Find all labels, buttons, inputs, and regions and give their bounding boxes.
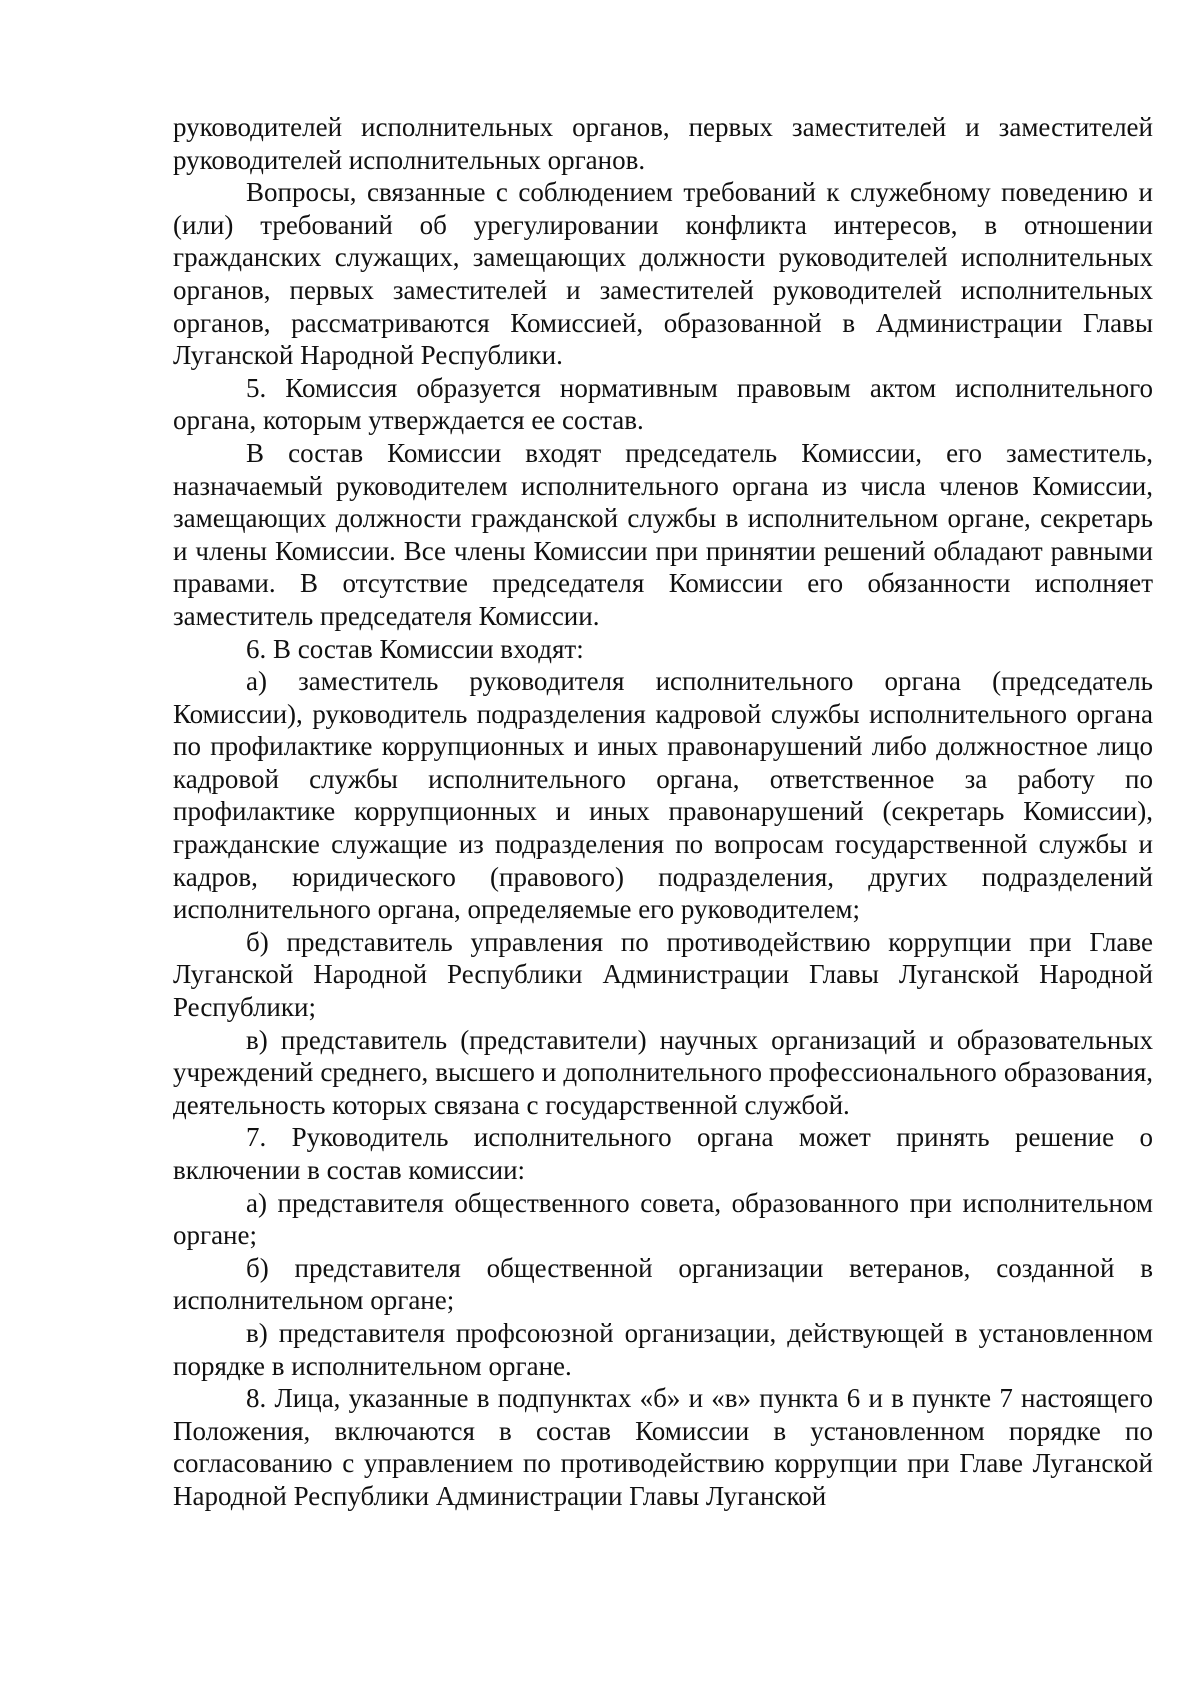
paragraph-13: 8. Лица, указанные в подпунктах «б» и «в» пункта 6 и в пункте 7 настоящего Положения, включаются в состав Комиссии в установленном порядке по согласованию с управлением по противодействию коррупции при Главе Луганской Народной Республики Администрации Главы Луганской <box>173 1383 1153 1511</box>
paragraph-5: 6. В состав Комиссии входят: <box>246 633 584 664</box>
paragraph-7: б) представитель управления по противодействию коррупции при Главе Луганской Народной Республики Администрации Главы Луганской Народной Республики; <box>173 926 1153 1023</box>
paragraph-12: в) представителя профсоюзной организации, действующей в установленном порядке в исполнительном органе. <box>173 1317 1153 1381</box>
paragraph-11: б) представителя общественной организации ветеранов, созданной в исполнительном органе; <box>173 1252 1153 1316</box>
paragraph-8: в) представитель (представители) научных организаций и образовательных учреждений среднего, высшего и дополнительного профессионального образования, деятельность которых связана с государственной службой. <box>173 1024 1153 1120</box>
paragraph-3: 5. Комиссия образуется нормативным правовым актом исполнительного органа, которым утверждается ее состав. <box>173 372 1153 436</box>
paragraph-6: а) заместитель руководителя исполнительного органа (председатель Комиссии), руководитель подразделения кадровой службы исполнительного органа по профилактике коррупционных и иных правонарушений либо должностное лицо кадровой службы исполнительного органа, ответственное за работу по профилактике коррупционных и иных правонарушений (секретарь Комиссии), гражданские служащие из подразделения по вопросам государственной службы и кадров, юридического (правового) подразделения, других подразделений исполнительного органа, определяемые его руководителем; <box>173 666 1153 925</box>
paragraph-4: В состав Комиссии входят председатель Комиссии, его заместитель, назначаемый руководителем исполнительного органа из числа членов Комиссии, замещающих должности гражданской службы в исполнительном органе, секретарь и члены Комиссии. Все члены Комиссии при принятии решений обладают равными правами. В отсутствие председателя Комиссии его обязанности исполняет заместитель председателя Комиссии. <box>173 437 1153 631</box>
paragraph-2: Вопросы, связанные с соблюдением требований к служебному поведению и (или) требований об урегулировании конфликта интересов, в отношении гражданских служащих, замещающих должности руководителей исполнительных органов, первых заместителей и заместителей руководителей исполнительных органов, рассматриваются Комиссией, образованной в Администрации Главы Луганской Народной Республики. <box>173 177 1153 371</box>
paragraph-10: а) представителя общественного совета, образованного при исполнительном органе; <box>173 1187 1153 1251</box>
document-body <box>173 111 1153 1513</box>
paragraph-1: руководителей исполнительных органов, первых заместителей и заместителей руководителей исполнительных органов. <box>173 112 1153 175</box>
paragraph-9: 7. Руководитель исполнительного органа может принять решение о включении в состав комиссии: <box>173 1122 1153 1185</box>
